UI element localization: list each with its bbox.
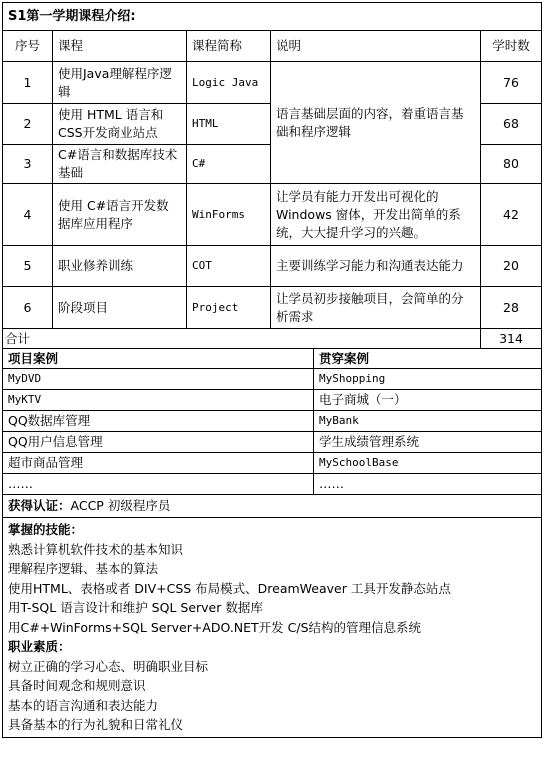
skill-item: 用C#+WinForms+SQL Server+ADO.NET开发 C/S结构的管理信息系统 — [8, 619, 422, 635]
row-hours: 42 — [481, 184, 542, 246]
row-abbr: Project — [187, 287, 271, 329]
row-no: 4 — [3, 184, 53, 246]
row-abbr: COT — [187, 246, 271, 287]
certification-label: 获得认证： — [8, 498, 71, 513]
row-abbr: C# — [187, 145, 271, 184]
table-row — [3, 453, 542, 474]
quality-item: 具备基本的行为礼貌和日常礼仪 — [8, 717, 184, 732]
row-desc: 主要训练学习能力和沟通表达能力 — [271, 246, 481, 287]
row-course: 职业修养训练 — [53, 246, 187, 287]
course-document — [2, 2, 541, 738]
table-header-row — [3, 31, 542, 62]
row-abbr: HTML — [187, 104, 271, 145]
table-row — [3, 411, 542, 432]
row-abbr: WinForms — [187, 184, 271, 246]
skill-item: 用T-SQL 语言设计和维护 SQL Server 数据库 — [8, 600, 263, 615]
project-case: QQ数据库管理 — [3, 411, 314, 432]
row-course: 阶段项目 — [53, 287, 187, 329]
row-no: 6 — [3, 287, 53, 329]
row-desc: 让学员有能力开发出可视化的Windows 窗体，开发出简单的系统，大大提升学习的兴趣。 — [271, 184, 481, 246]
course-table — [2, 2, 542, 349]
skills-label: 掌握的技能： — [8, 522, 84, 537]
row-abbr: Logic Java — [187, 62, 271, 104]
project-case: 超市商品管理 — [3, 453, 314, 474]
row-desc: 语言基础层面的内容，着重语言基础和程序逻辑 — [271, 62, 481, 184]
table-row — [3, 184, 542, 246]
through-case: MyBank — [314, 411, 542, 432]
skill-item: 理解程序逻辑、基本的算法 — [8, 561, 159, 576]
project-case: MyDVD — [3, 369, 314, 390]
table-row — [3, 390, 542, 411]
quality-item: 具备时间观念和规则意识 — [8, 678, 146, 693]
skills-block — [3, 518, 542, 738]
header-hours: 学时数 — [481, 31, 542, 62]
row-no: 3 — [3, 145, 53, 184]
skills-row — [3, 518, 542, 738]
header-desc: 说明 — [271, 31, 481, 62]
total-row — [3, 329, 542, 349]
project-case: MyKTV — [3, 390, 314, 411]
row-no: 5 — [3, 246, 53, 287]
page-title: S1第一学期课程介绍: — [3, 3, 542, 31]
quality-item: 树立正确的学习心态、明确职业目标 — [8, 658, 209, 674]
quality-item: 基本的语言沟通和表达能力 — [8, 697, 159, 713]
case-table — [2, 348, 542, 738]
row-course: C#语言和数据库技术基础 — [53, 145, 187, 184]
row-no: 1 — [3, 62, 53, 104]
project-case: …… — [3, 474, 314, 495]
row-course: 使用 HTML 语言和CSS开发商业站点 — [53, 104, 187, 145]
skill-item: 使用HTML、表格或者 DIV+CSS 布局模式、DreamWeaver 工具开发静态站点 — [8, 580, 451, 596]
row-hours: 28 — [481, 287, 542, 329]
through-case-header: 贯穿案例 — [314, 349, 542, 369]
header-no: 序号 — [3, 31, 53, 62]
row-hours: 76 — [481, 62, 542, 104]
row-hours: 80 — [481, 145, 542, 184]
certification-row — [3, 495, 542, 518]
table-row — [3, 369, 542, 390]
project-case: QQ用户信息管理 — [3, 432, 314, 453]
quality-label: 职业素质： — [8, 639, 71, 654]
through-case: MyShopping — [314, 369, 542, 390]
row-desc: 让学员初步接触项目，会简单的分析需求 — [271, 287, 481, 329]
case-header-row — [3, 349, 542, 369]
header-course: 课程 — [53, 31, 187, 62]
project-case-header: 项目案例 — [3, 349, 314, 369]
through-case: MySchoolBase — [314, 453, 542, 474]
certification-value: ACCP 初级程序员 — [70, 498, 171, 513]
row-hours: 20 — [481, 246, 542, 287]
table-row — [3, 246, 542, 287]
certification-cell — [3, 495, 542, 518]
table-row — [3, 474, 542, 495]
table-row — [3, 62, 542, 104]
row-course: 使用 C#语言开发数据库应用程序 — [53, 184, 187, 246]
row-hours: 68 — [481, 104, 542, 145]
through-case: 电子商城（一） — [314, 390, 542, 411]
total-label: 合计 — [3, 329, 481, 349]
skill-item: 熟悉计算机软件技术的基本知识 — [8, 541, 184, 557]
row-no: 2 — [3, 104, 53, 145]
through-case: …… — [314, 474, 542, 495]
row-course: 使用Java理解程序逻辑 — [53, 62, 187, 104]
table-row — [3, 287, 542, 329]
total-hours: 314 — [481, 329, 542, 349]
header-abbr: 课程简称 — [187, 31, 271, 62]
through-case: 学生成绩管理系统 — [314, 432, 542, 453]
table-row — [3, 432, 542, 453]
